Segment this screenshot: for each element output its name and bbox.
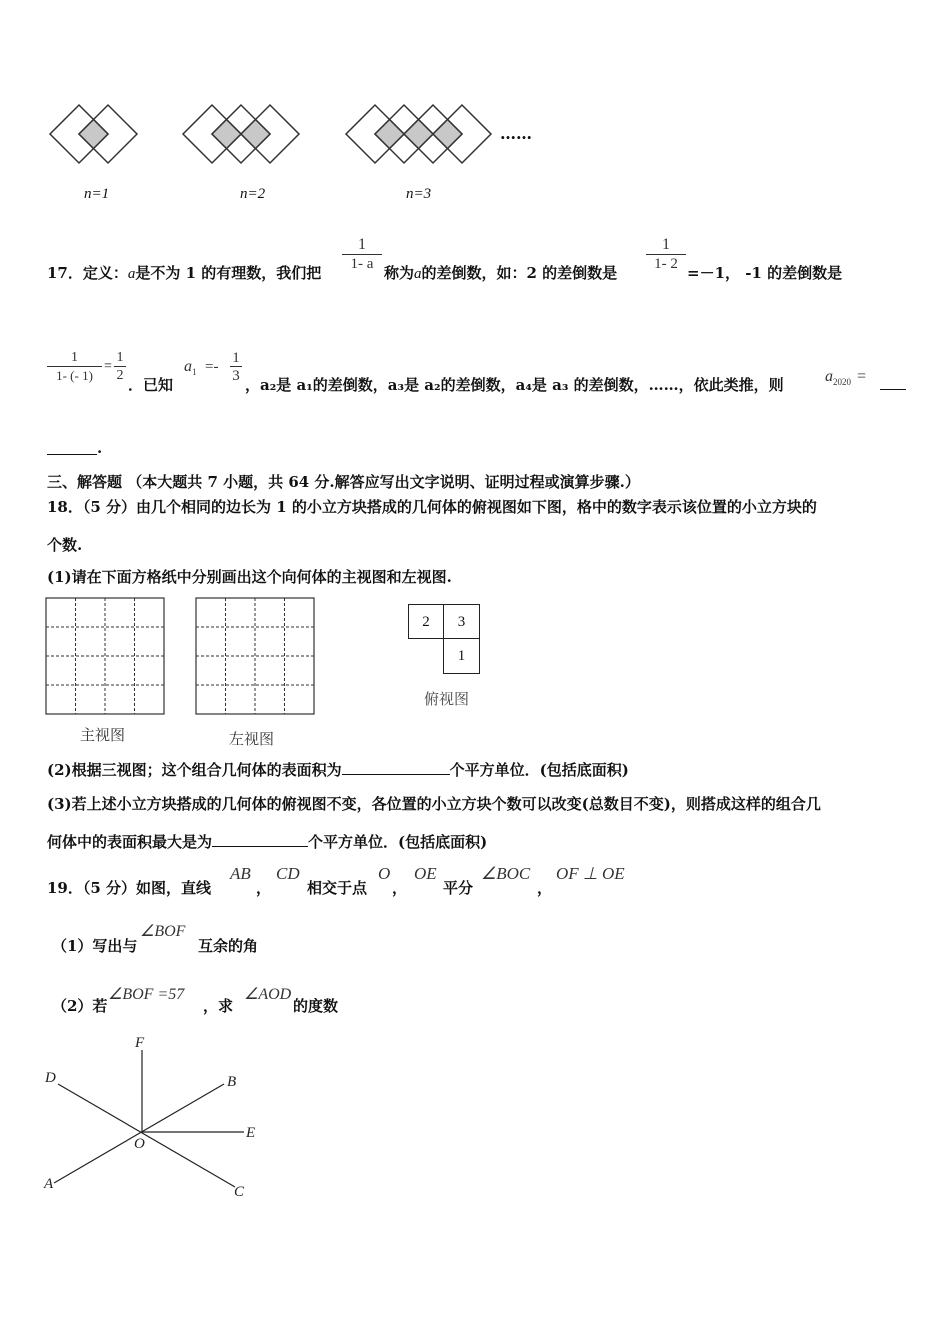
q18-line2: 个数. bbox=[47, 536, 83, 554]
q18-part2-blank[interactable] bbox=[342, 760, 450, 775]
q19-comma2: ， bbox=[392, 879, 408, 897]
pattern-label-n3: n=3 bbox=[406, 186, 432, 202]
pattern-label-n2: n=2 bbox=[240, 186, 266, 202]
q18-part3-blank[interactable] bbox=[212, 832, 308, 847]
label-a: A bbox=[44, 1176, 54, 1192]
line-ab bbox=[54, 1084, 224, 1183]
q19-part2-angle: ∠BOF =57 bbox=[108, 986, 185, 1003]
q18-part2: (2)根据三视图；这个组合几何体的表面积为 个平方单位．(包括底面积) bbox=[47, 761, 629, 779]
q17-a1: $a_1$ bbox=[184, 358, 197, 378]
top-view-cell: 1 bbox=[443, 638, 480, 674]
q19-part2-end: 的度数 bbox=[293, 997, 339, 1015]
pattern-label-n1: n=1 bbox=[84, 186, 110, 202]
q17-a1-eq: =- bbox=[205, 359, 219, 375]
q17-equals: = bbox=[104, 359, 112, 374]
q19-boc: ∠BOC bbox=[481, 864, 531, 883]
q17-fraction-2: $\frac{1}{1- 2}$ bbox=[646, 236, 686, 273]
q17-line2-known: ．已知 bbox=[128, 376, 174, 394]
q19-o: O bbox=[378, 864, 391, 883]
top-view-cell: 2 bbox=[408, 604, 444, 639]
q17-line1-end: =－1， -1 的差倒数是 bbox=[687, 264, 843, 282]
top-view-figure bbox=[408, 604, 482, 674]
section-3-title: 三、解答题 （本大题共 7 小题，共 64 分.解答应写出文字说明、证明过程或演算步骤.） bbox=[47, 473, 640, 491]
top-view-cell: 3 bbox=[443, 604, 480, 639]
q19-figure bbox=[30, 1030, 280, 1210]
q19-comma1: ， bbox=[256, 879, 272, 897]
q19-ab: AB bbox=[230, 864, 251, 883]
q17-line2-chain: ，a₂是 a₁的差倒数，a₃是 a₂的差倒数，a₄是 a₃ 的差倒数，……，依此类推，则 bbox=[245, 376, 784, 394]
q19-part1-end: 互余的角 bbox=[198, 937, 259, 955]
left-view-label: 左视图 bbox=[229, 730, 275, 748]
q17-fraction-4: $\frac{1}{3}$ bbox=[230, 350, 242, 386]
label-b: B bbox=[227, 1074, 237, 1090]
q19-perp: OF ⊥ OE bbox=[556, 864, 625, 883]
label-e: E bbox=[246, 1125, 256, 1141]
q17-line1-mid: 称为a的差倒数，如：2 的差倒数是 bbox=[384, 264, 618, 282]
q19-part1: （1）写出与 bbox=[52, 937, 138, 955]
q18-part1: (1)请在下面方格纸中分别画出这个向何体的主视图和左视图. bbox=[47, 568, 452, 586]
label-c: C bbox=[234, 1184, 245, 1200]
line-dc bbox=[58, 1084, 235, 1187]
q19-intersect: 相交于点 bbox=[307, 879, 368, 897]
q19-intro: 19．（5 分）如图，直线 bbox=[47, 879, 212, 897]
left-view-grid[interactable] bbox=[194, 596, 318, 718]
label-f: F bbox=[135, 1035, 145, 1051]
q17-fraction-3: $\frac{1}{1- (- 1)}$ bbox=[47, 350, 102, 384]
main-view-label: 主视图 bbox=[80, 726, 126, 744]
top-view-label: 俯视图 bbox=[424, 690, 470, 708]
q19-comma3: ， bbox=[537, 879, 553, 897]
q17-answer-period: . bbox=[97, 439, 103, 457]
q19-part2-angle2: ∠AOD bbox=[244, 986, 292, 1003]
label-o: O bbox=[134, 1136, 145, 1152]
q17-a2020: $a_{2020}$ = bbox=[825, 368, 867, 388]
q17-line1: 17．定义：a是不为 1 的有理数，我们把 bbox=[47, 264, 322, 282]
q19-part2-find: ，求 bbox=[203, 997, 234, 1015]
q19-bisects: 平分 bbox=[443, 879, 474, 897]
q19-cd: CD bbox=[276, 864, 300, 883]
q17-fraction-1: $\frac{1}{1- a}$ bbox=[342, 236, 382, 273]
q18-part3-line1: (3)若上述小立方块搭成的几何体的俯视图不变，各位置的小立方块个数可以改变(总数目不变)，则搭成这样的组合几 bbox=[47, 795, 821, 813]
label-d: D bbox=[45, 1070, 56, 1086]
q19-oe: OE bbox=[414, 864, 437, 883]
pattern-ellipsis: …… bbox=[500, 124, 532, 143]
q19-part1-angle: ∠BOF bbox=[140, 923, 186, 940]
q18-part3-line2: 何体中的表面积最大是为 个平方单位．(包括底面积) bbox=[47, 833, 488, 851]
q18-line1: 18．（5 分）由几个相同的边长为 1 的小立方块搭成的几何体的俯视图如下图，格中的数字表示该位置的小立方块的 bbox=[47, 498, 817, 516]
q17-answer-blank-2[interactable] bbox=[47, 439, 97, 455]
q17-fraction-half: $\frac{1}{2}$ bbox=[114, 350, 126, 384]
main-view-grid[interactable] bbox=[44, 596, 168, 718]
q17-answer-blank-1[interactable] bbox=[880, 374, 906, 390]
q19-part2: （2）若 bbox=[52, 997, 108, 1015]
